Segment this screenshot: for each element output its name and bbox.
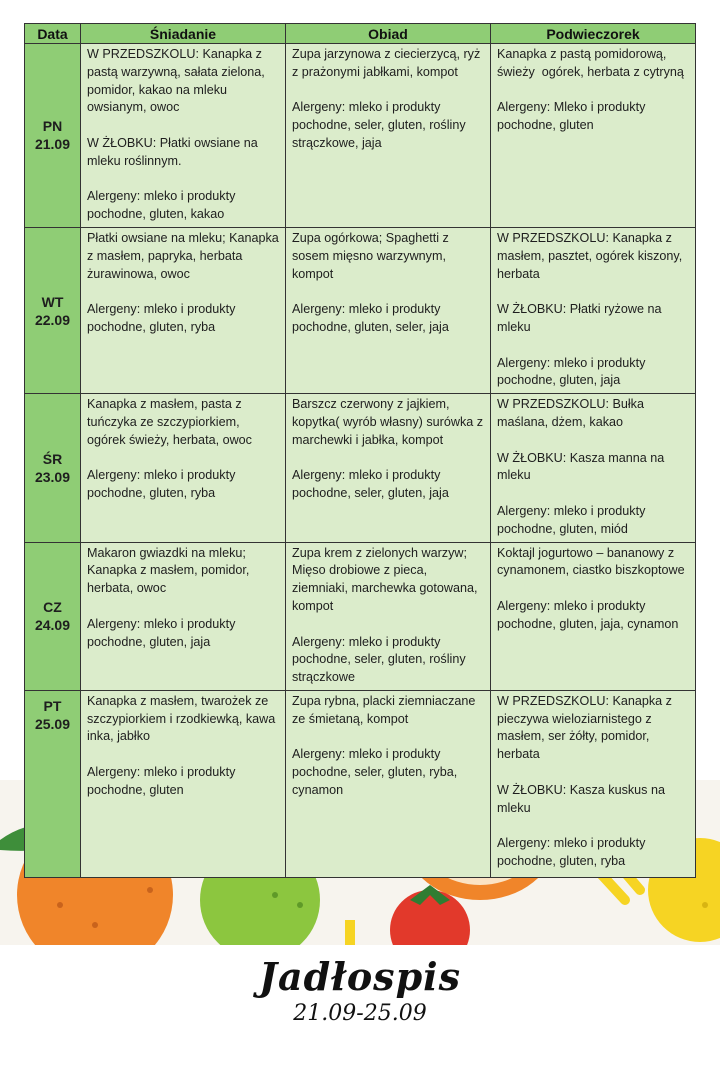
snack-cell: W PRZEDSZKOLU: Bułka maślana, dżem, kakao W ŻŁOBKU: Kasza manna na mleku Alergeny: mleko i produkty pochodne, gluten, miód — [491, 394, 696, 542]
day-cell — [25, 44, 81, 228]
lunch-cell: Zupa ogórkowa; Spaghetti z sosem mięsno warzywnym, kompot Alergeny: mleko i produkty pochodne, gluten, seler, jaja — [286, 227, 491, 393]
header-lunch: Obiad — [286, 24, 491, 44]
day-date: 23.09 — [34, 468, 71, 485]
lunch-cell: Zupa jarzynowa z ciecierzycą, ryż z prażonymi jabłkami, kompot Alergeny: mleko i produkty pochodne, seler, gluten, rośliny strączkowe, jaja — [286, 44, 491, 228]
breakfast-cell: W PRZEDSZKOLU: Kanapka z pastą warzywną, sałata zielona, pomidor, kakao na mleku owsianym, owoc W ŻŁOBKU: Płatki owsiane na mleku roślinnym. Alergeny: mleko i produkty pochodne, gluten, kakao — [81, 44, 286, 228]
table-row — [25, 394, 696, 542]
table-row — [25, 542, 696, 690]
header-day: Data — [25, 24, 81, 44]
date-range: 21.09-25.09 — [293, 1001, 427, 1026]
header-breakfast: Śniadanie — [81, 24, 286, 44]
page-title: Jadłospis — [259, 954, 461, 999]
lunch-cell: Zupa krem z zielonych warzyw; Mięso drobiowe z pieca, ziemniaki, marchewka gotowana, kompot Alergeny: mleko i produkty pochodne, seler, gluten, rośliny strączkowe — [286, 542, 491, 690]
day-name: ŚR — [42, 450, 63, 467]
day-name: PN — [42, 118, 63, 135]
snack-cell: W PRZEDSZKOLU: Kanapka z pieczywa wieloziarnistego z masłem, ser żółty, pomidor, herbata W ŻŁOBKU: Kasza kuskus na mleku Alergeny: mleko i produkty pochodne, gluten, ryba — [491, 690, 696, 877]
table-row — [25, 690, 696, 877]
day-cell — [25, 690, 81, 877]
table-row — [25, 227, 696, 393]
day-date: 25.09 — [34, 715, 71, 732]
snack-cell: W PRZEDSZKOLU: Kanapka z masłem, pasztet, ogórek kiszony, herbata W ŻŁOBKU: Płatki ryżowe na mleku Alergeny: mleko i produkty pochodne, gluten, jaja — [491, 227, 696, 393]
breakfast-cell: Kanapka z masłem, twarożek ze szczypiorkiem i rzodkiewką, kawa inka, jabłko Alergeny: mleko i produkty pochodne, gluten — [81, 690, 286, 877]
day-name: CZ — [43, 599, 62, 616]
snack-cell: Kanapka z pastą pomidorową, świeży ogórek, herbata z cytryną Alergeny: Mleko i produkty pochodne, gluten — [491, 44, 696, 228]
table-row — [25, 44, 696, 228]
breakfast-cell: Płatki owsiane na mleku; Kanapka z masłem, papryka, herbata żurawinowa, owoc Alergeny: mleko i produkty pochodne, gluten, ryba — [81, 227, 286, 393]
lunch-cell: Zupa rybna, placki ziemniaczane ze śmietaną, kompot Alergeny: mleko i produkty pochodne, seler, gluten, ryba, cynamon — [286, 690, 491, 877]
day-cell — [25, 542, 81, 690]
day-cell — [25, 394, 81, 542]
breakfast-cell: Kanapka z masłem, pasta z tuńczyka ze szczypiorkiem, ogórek świeży, herbata, owoc Alergeny: mleko i produkty pochodne, gluten, ryba — [81, 394, 286, 542]
lunch-cell: Barszcz czerwony z jajkiem, kopytka( wyrób własny) surówka z marchewki i jabłka, kompot Alergeny: mleko i produkty pochodne, seler, gluten, jaja — [286, 394, 491, 542]
breakfast-cell: Makaron gwiazdki na mleku; Kanapka z masłem, pomidor, herbata, owoc Alergeny: mleko i produkty pochodne, gluten, jaja — [81, 542, 286, 690]
day-date: 24.09 — [34, 617, 71, 634]
header-snack: Podwieczorek — [491, 24, 696, 44]
day-name: PT — [43, 697, 62, 714]
day-date: 21.09 — [34, 136, 71, 153]
header-row — [25, 24, 696, 44]
day-date: 22.09 — [34, 311, 71, 328]
snack-cell: Koktajl jogurtowo – bananowy z cynamonem, ciastko biszkoptowe Alergeny: mleko i produkty pochodne, gluten, jaja, cynamon — [491, 542, 696, 690]
day-name: WT — [41, 293, 64, 310]
day-cell — [25, 227, 81, 393]
title-area — [0, 948, 720, 1026]
menu-table — [24, 23, 696, 878]
